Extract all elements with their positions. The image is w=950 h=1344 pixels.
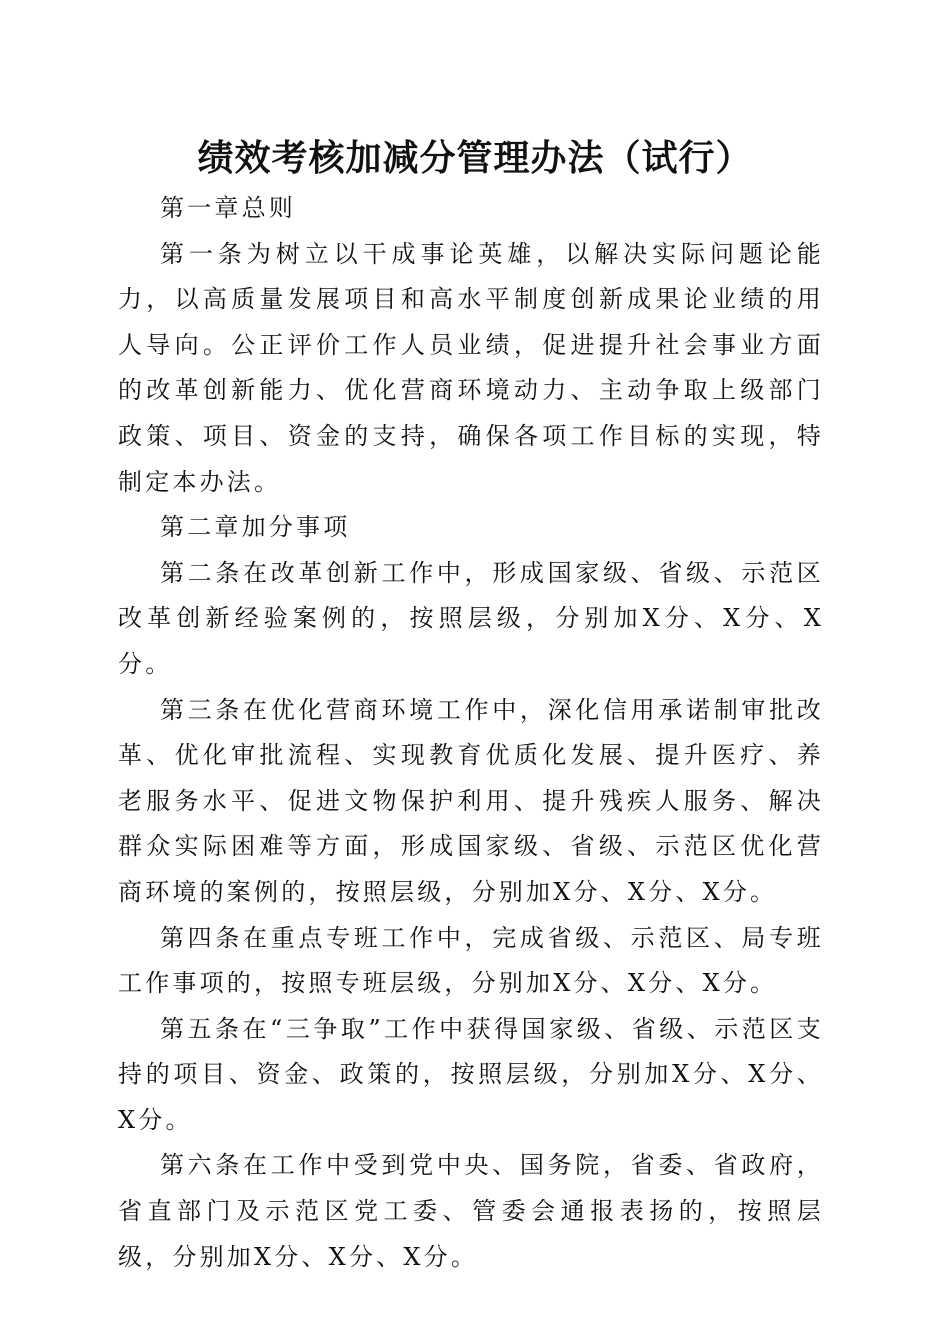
document-body (118, 186, 824, 1280)
chapter-heading-2: 第二章加分事项 (160, 513, 351, 542)
article-6-paragraph: 第六条在工作中受到党中央、国务院，省委、省政府，省直部门及示范区党工委、管委会通报表扬的，按照层级，分别加X分、X分、X分。 (118, 1151, 824, 1271)
article-1-paragraph: 第一条为树立以干成事论英雄，以解决实际问题论能力，以高质量发展项目和高水平制度创新成果论业绩的用人导向。公正评价工作人员业绩，促进提升社会事业方面的改革创新能力、优化营商环境动力、主动争取上级部门政策、项目、资金的支持，确保各项工作目标的实现，特制定本办法。 (118, 239, 824, 496)
article-3-paragraph: 第三条在优化营商环境工作中，深化信用承诺制审批改革、优化审批流程、实现教育优质化发展、提升医疗、养老服务水平、促进文物保护利用、提升残疾人服务、解决群众实际困难等方面，形成国家级、省级、示范区优化营商环境的案例的，按照层级，分别加X分、X分、X分。 (118, 695, 824, 906)
chapter-heading-1: 第一章总则 (160, 194, 296, 222)
article-2-paragraph: 第二条在改革创新工作中，形成国家级、省级、示范区改革创新经验案例的，按照层级，分别加X分、X分、X分。 (118, 558, 824, 678)
article-5-paragraph: 第五条在“三争取”工作中获得国家级、省级、示范区支持的项目、资金、政策的，按照层级，分别加X分、X分、X分。 (118, 1014, 824, 1134)
document-title: 绩效考核加减分管理办法（试行） (197, 137, 753, 179)
article-4-paragraph: 第四条在重点专班工作中，完成省级、示范区、局专班工作事项的，按照专班层级，分别加X分、X分、X分。 (118, 923, 824, 998)
